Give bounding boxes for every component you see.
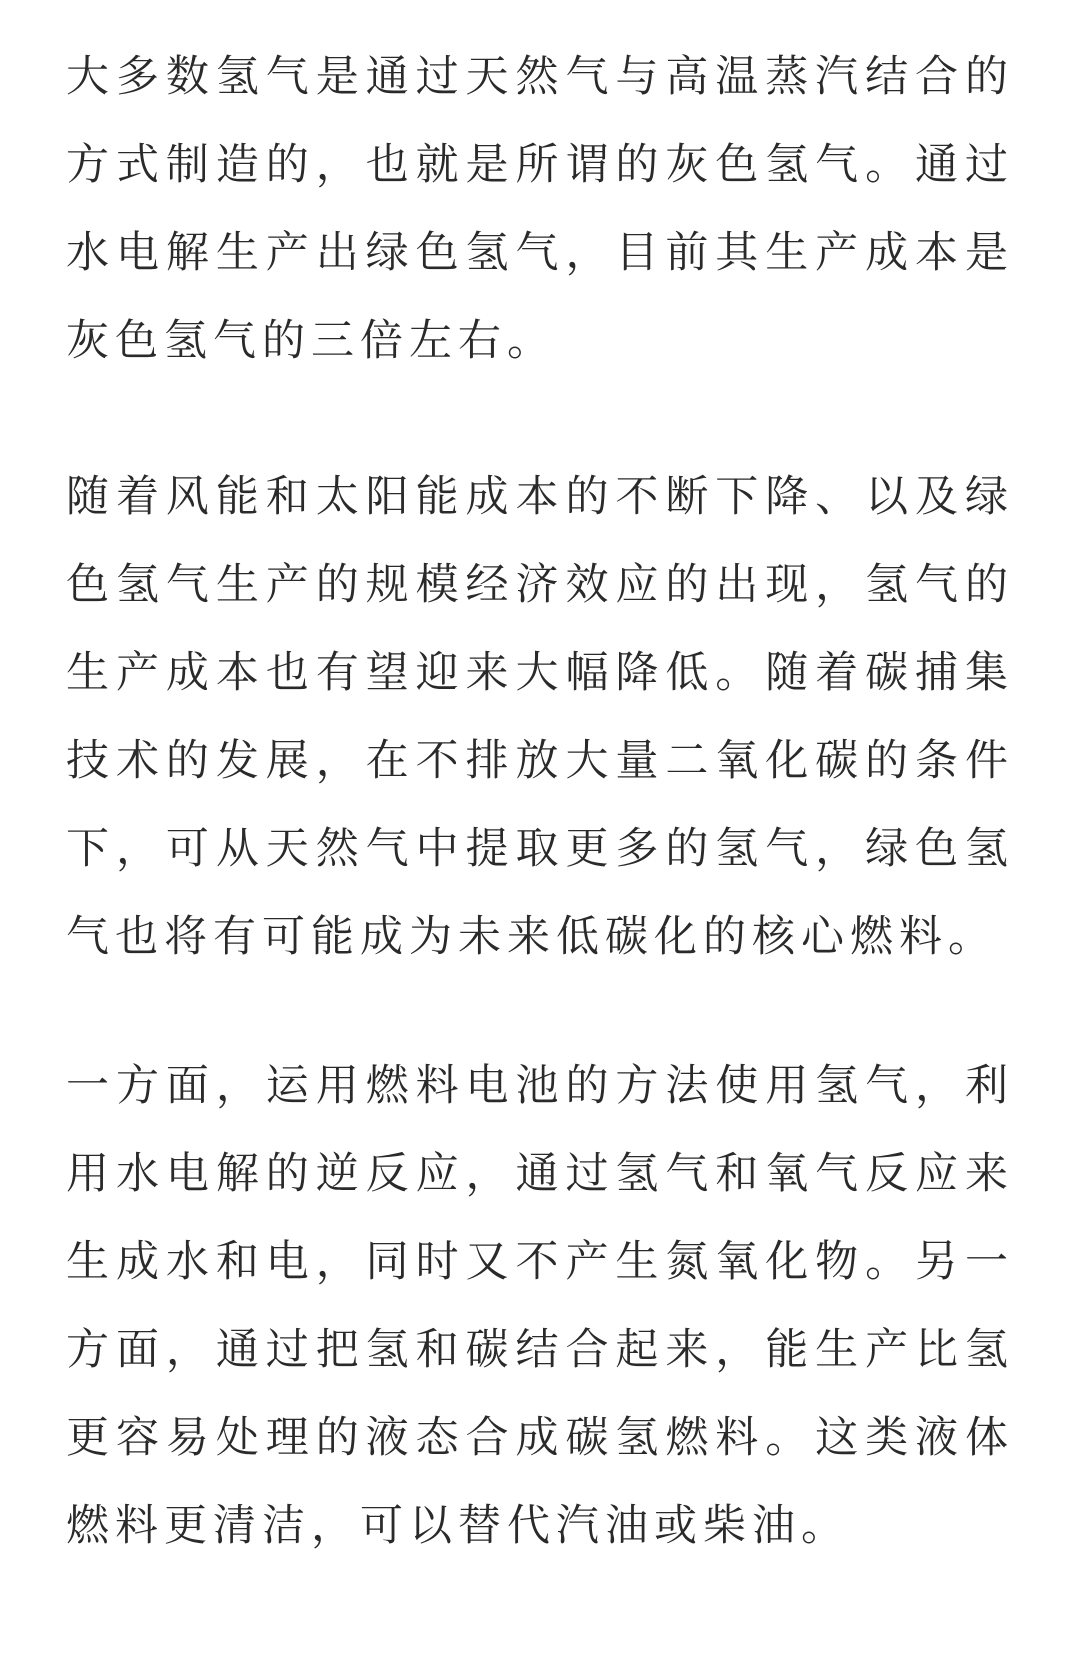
paragraph-fuel-cell-usage: 一方面，运用燃料电池的方法使用氢气，利用水电解的逆反应，通过氢气和氧气反应来生成水和电，同时又不产生氮氧化物。另一方面，通过把氢和碳结合起来，能生产比氢更容易处理的液态合成碳氢燃料。这类液体燃料更清洁，可以替代汽油或柴油。 [66,1061,1014,1551]
paragraph-cost-reduction: 随着风能和太阳能成本的不断下降、以及绿色氢气生产的规模经济效应的出现，氢气的生产成本也有望迎来大幅降低。随着碳捕集技术的发展，在不排放大量二氧化碳的条件下，可从天然气中提取更多的氢气，绿色氢气也将有可能成为未来低碳化的核心燃料。 [66,472,1014,962]
paragraph-grey-green-hydrogen: 大多数氢气是通过天然气与高温蒸汽结合的方式制造的，也就是所谓的灰色氢气。通过水电解生产出绿色氢气，目前其生产成本是灰色氢气的三倍左右。 [66,52,1014,366]
